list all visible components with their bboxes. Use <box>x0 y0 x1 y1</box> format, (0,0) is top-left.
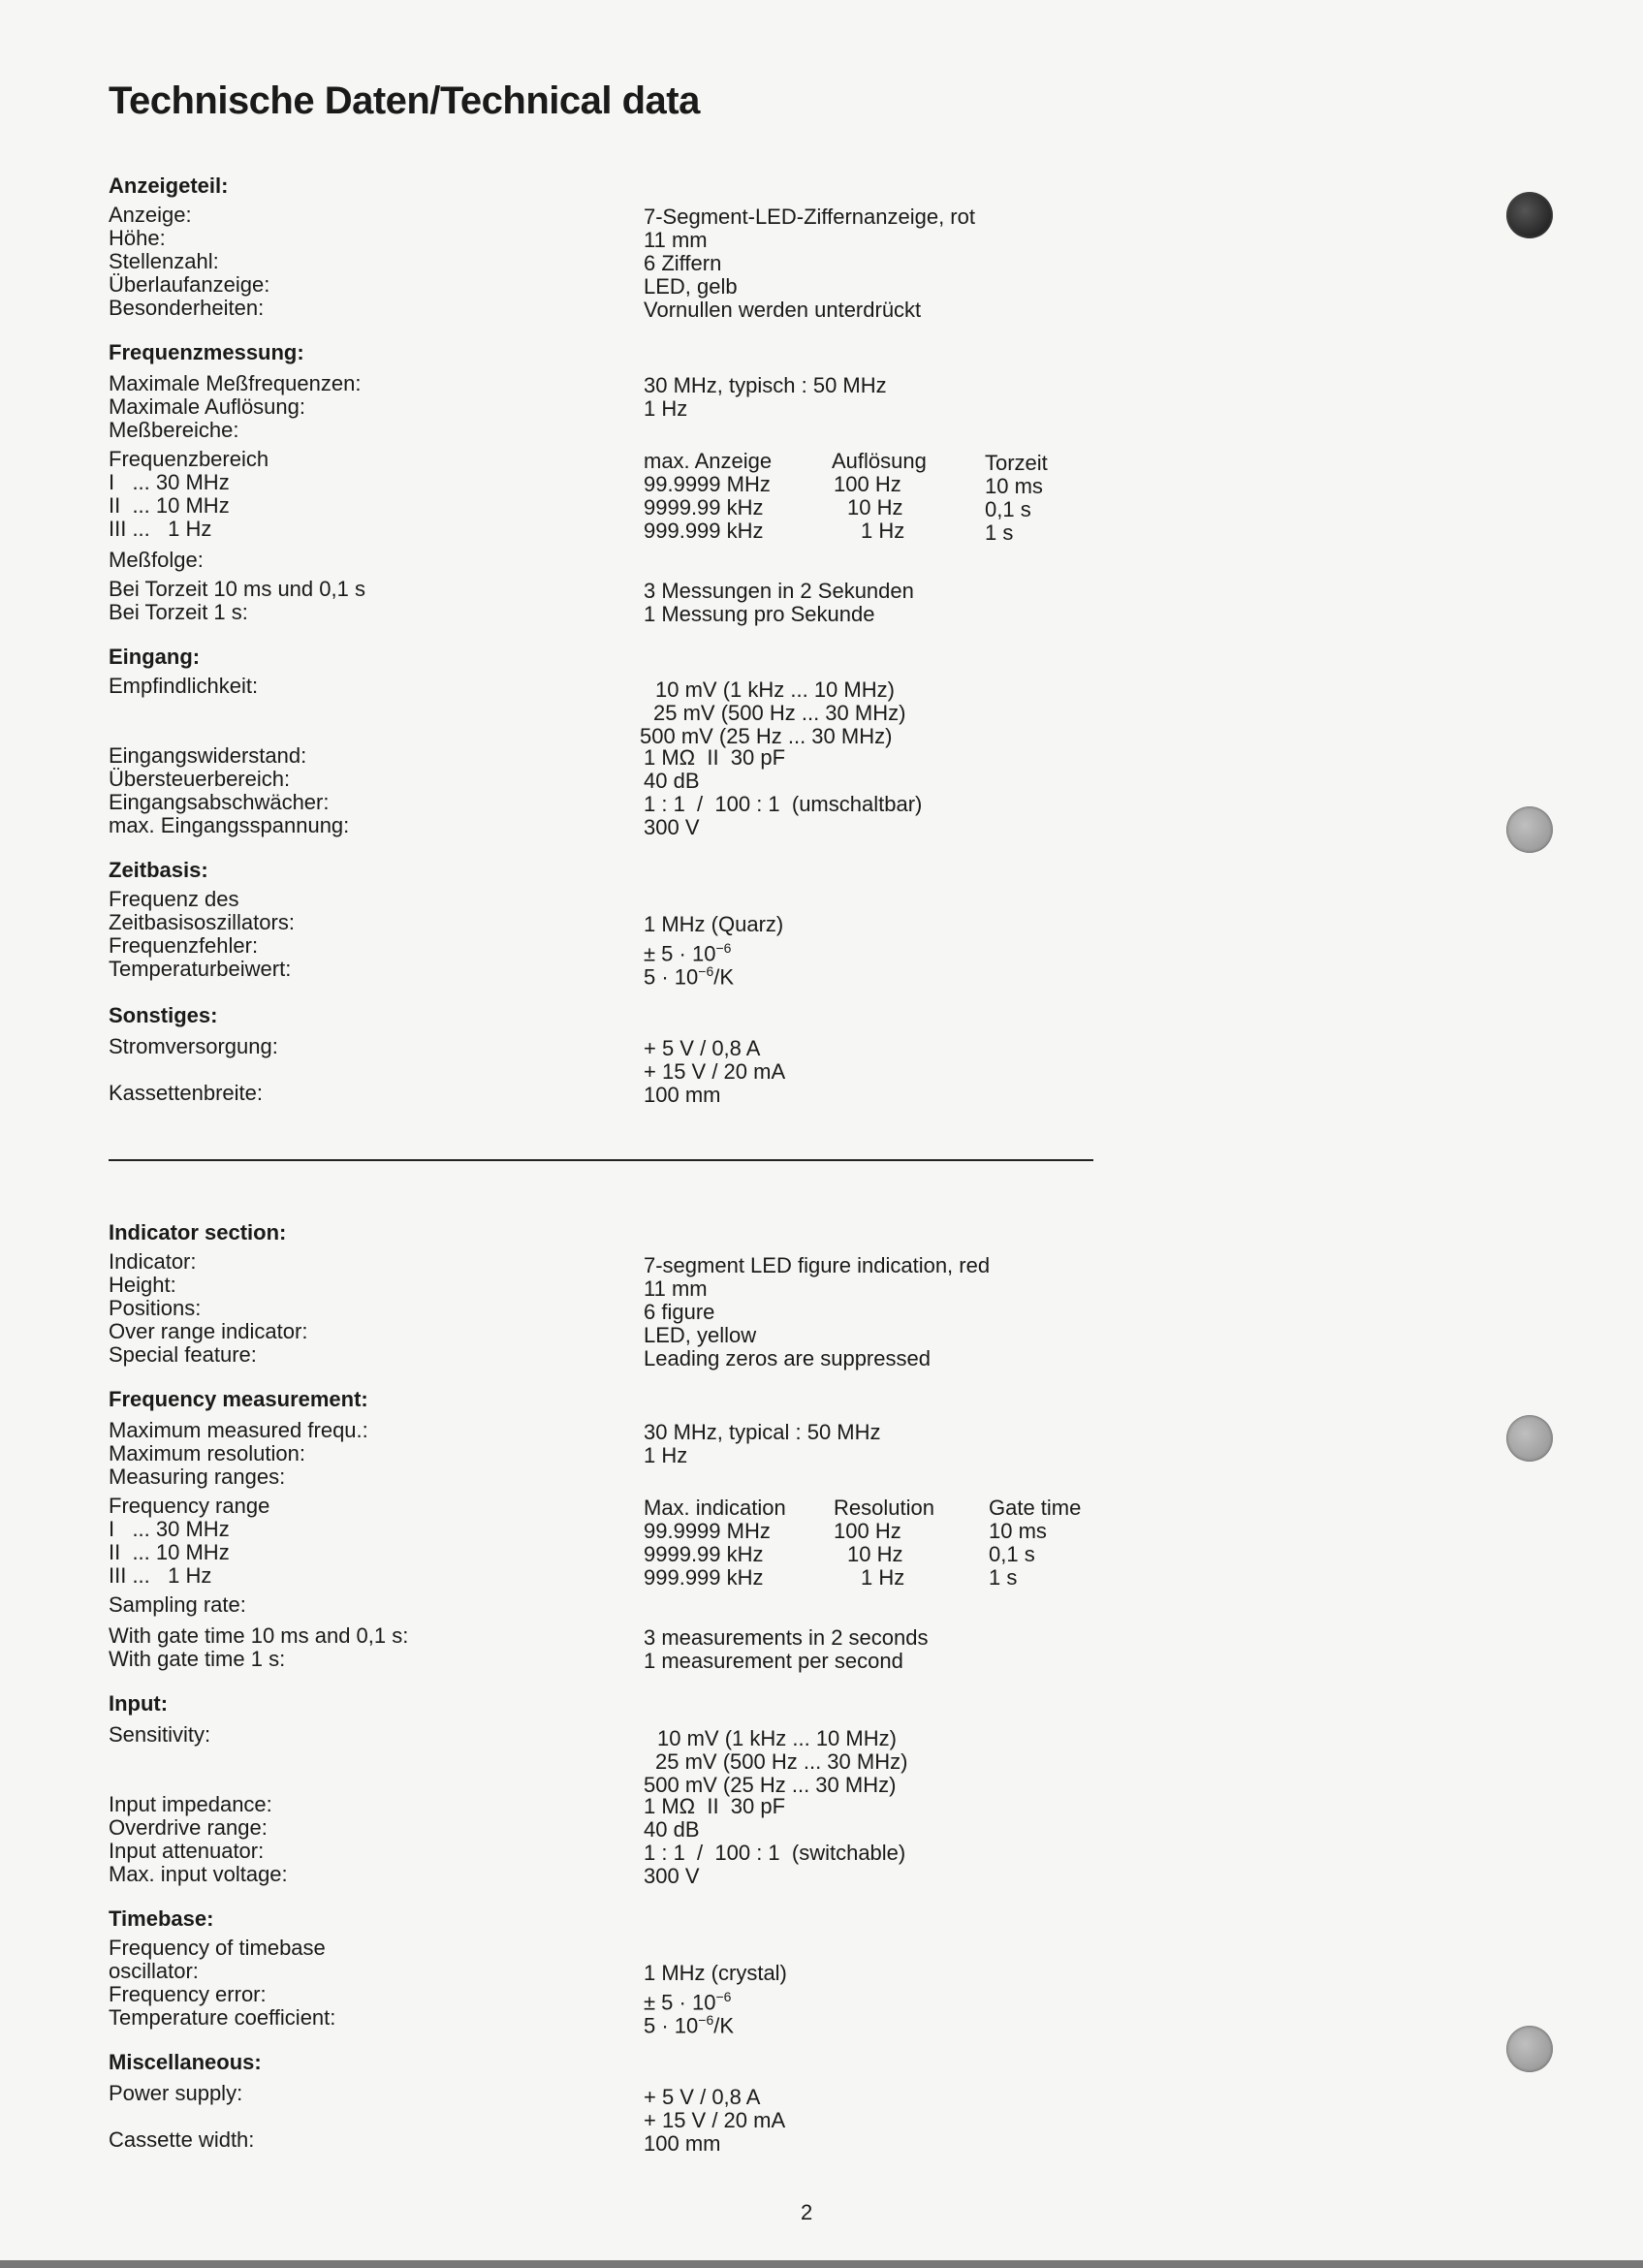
range-row-label: III ... 1 Hz <box>109 1563 212 1588</box>
spec-value: 1 : 1 / 100 : 1 (switchable) <box>644 1841 906 1865</box>
spec-label: Max. input voltage: <box>109 1862 288 1886</box>
range-table-label: Frequenzbereich <box>109 447 269 471</box>
punch-hole-icon <box>1506 806 1553 853</box>
spec-label: With gate time 10 ms and 0,1 s: <box>109 1623 409 1648</box>
section-heading: Miscellaneous: <box>109 2050 262 2074</box>
range-max: 9999.99 kHz <box>644 495 764 520</box>
spec-label: Empfindlichkeit: <box>109 674 259 698</box>
section-heading: Frequency measurement: <box>109 1387 368 1411</box>
spec-value: 1 MΩ II 30 pF <box>644 745 786 770</box>
exponent: −6 <box>715 1989 732 2004</box>
spec-label: Eingangsabschwächer: <box>109 790 330 814</box>
spec-label: Frequenz des <box>109 887 239 911</box>
spec-value: 7-Segment-LED-Ziffernanzeige, rot <box>644 205 975 229</box>
section-heading: Frequenzmessung: <box>109 340 304 364</box>
spec-value: + 5 V / 0,8 A <box>644 2085 761 2109</box>
range-gate: 0,1 s <box>985 497 1031 521</box>
punch-hole-icon <box>1506 1415 1553 1462</box>
spec-label: Überlaufanzeige: <box>109 272 270 297</box>
spec-value: 6 figure <box>644 1300 715 1324</box>
sensitivity-value: 10 mV (1 kHz ... 10 MHz) <box>655 677 895 702</box>
spec-label: Special feature: <box>109 1342 257 1367</box>
spec-label: Power supply: <box>109 2081 243 2105</box>
spec-value: 1 Hz <box>644 1443 688 1467</box>
spec-value: 40 dB <box>644 769 700 793</box>
spec-label: Frequenzfehler: <box>109 933 259 958</box>
spec-label: Maximum measured frequ.: <box>109 1418 368 1442</box>
range-row-label: II ... 10 MHz <box>109 493 230 518</box>
section-heading: Anzeigeteil: <box>109 173 229 198</box>
spec-label: Meßfolge: <box>109 548 204 572</box>
spec-label: Meßbereiche: <box>109 418 239 442</box>
spec-value: 1 Hz <box>644 396 688 421</box>
spec-value: 1 MHz (crystal) <box>644 1961 787 1985</box>
spec-value <box>644 960 734 989</box>
section-heading: Input: <box>109 1691 169 1716</box>
spec-value: 100 mm <box>644 2131 721 2156</box>
range-max: 99.9999 MHz <box>644 1519 771 1543</box>
spec-label: Indicator: <box>109 1249 197 1274</box>
page-title: Technische Daten/Technical data <box>109 79 700 122</box>
range-gate: 1 s <box>985 520 1014 545</box>
spec-label: Measuring ranges: <box>109 1465 286 1489</box>
punch-hole-icon <box>1506 2026 1553 2072</box>
spec-label: Overdrive range: <box>109 1815 268 1840</box>
spec-value: 30 MHz, typisch : 50 MHz <box>644 373 887 397</box>
spec-label: Maximale Meßfrequenzen: <box>109 371 362 395</box>
range-resolution: 1 Hz <box>861 519 905 543</box>
range-table-label: Frequency range <box>109 1494 270 1518</box>
spec-label: Besonderheiten: <box>109 296 265 320</box>
spec-label: Stromversorgung: <box>109 1034 278 1058</box>
sensitivity-value: 25 mV (500 Hz ... 30 MHz) <box>655 1749 908 1774</box>
section-heading: Zeitbasis: <box>109 858 208 882</box>
range-row-label: I ... 30 MHz <box>109 1517 230 1541</box>
spec-value-unit: /K <box>713 964 735 990</box>
spec-label: Maximum resolution: <box>109 1441 305 1465</box>
page-number: 2 <box>801 2200 813 2224</box>
spec-label: Stellenzahl: <box>109 249 219 273</box>
spec-label: Temperaturbeiwert: <box>109 957 292 981</box>
spec-value: 300 V <box>644 815 700 839</box>
range-col-header: max. Anzeige <box>644 449 773 473</box>
spec-label: Sensitivity: <box>109 1722 211 1747</box>
spec-value: 100 mm <box>644 1083 721 1107</box>
spec-label: With gate time 1 s: <box>109 1647 286 1671</box>
spec-label: Übersteuerbereich: <box>109 767 291 791</box>
range-gate: 0,1 s <box>989 1542 1035 1566</box>
spec-label: Cassette width: <box>109 2127 255 2152</box>
range-row-label: III ... 1 Hz <box>109 517 212 541</box>
spec-value: LED, gelb <box>644 274 738 299</box>
spec-value-base: ± 5 · 10 <box>644 941 716 966</box>
range-col-header: Gate time <box>989 1496 1082 1520</box>
spec-value: 7-segment LED figure indication, red <box>644 1253 991 1277</box>
spec-label: Höhe: <box>109 226 166 250</box>
spec-label: Maximale Auflösung: <box>109 394 305 419</box>
sensitivity-value: 25 mV (500 Hz ... 30 MHz) <box>653 701 906 725</box>
spec-value: 1 MHz (Quarz) <box>644 912 784 936</box>
exponent: −6 <box>698 963 714 979</box>
spec-value: 300 V <box>644 1864 700 1888</box>
spec-value: 3 measurements in 2 seconds <box>644 1625 929 1650</box>
section-divider <box>109 1159 1093 1161</box>
section-heading: Sonstiges: <box>109 1003 218 1027</box>
spec-label: Zeitbasisoszillators: <box>109 910 295 934</box>
spec-value: + 15 V / 20 mA <box>644 2108 786 2132</box>
spec-label: max. Eingangsspannung: <box>109 813 350 837</box>
spec-value: 3 Messungen in 2 Sekunden <box>644 579 914 603</box>
spec-value: 6 Ziffern <box>644 251 722 275</box>
range-resolution: 100 Hz <box>834 1519 901 1543</box>
spec-value: 11 mm <box>644 1276 708 1301</box>
sensitivity-value: 10 mV (1 kHz ... 10 MHz) <box>657 1726 897 1750</box>
spec-label: Input attenuator: <box>109 1839 265 1863</box>
spec-label: Eingangswiderstand: <box>109 743 307 768</box>
spec-label: Temperature coefficient: <box>109 2005 336 2030</box>
range-max: 999.999 kHz <box>644 1565 764 1590</box>
range-resolution: 1 Hz <box>861 1565 905 1590</box>
range-gate: 1 s <box>989 1565 1018 1590</box>
range-row-label: II ... 10 MHz <box>109 1540 230 1564</box>
section-heading: Timebase: <box>109 1906 214 1931</box>
range-resolution: 100 Hz <box>834 472 901 496</box>
spec-label: Height: <box>109 1273 176 1297</box>
spec-value-base: 5 · 10 <box>644 2013 699 2038</box>
range-max: 99.9999 MHz <box>644 472 771 496</box>
spec-value: 11 mm <box>644 228 708 252</box>
range-col-header: Resolution <box>834 1496 934 1520</box>
spec-value: Leading zeros are suppressed <box>644 1346 931 1370</box>
range-col-header: Max. indication <box>644 1496 786 1520</box>
spec-value: LED, yellow <box>644 1323 757 1347</box>
range-gate: 10 ms <box>989 1519 1047 1543</box>
spec-label: Positions: <box>109 1296 202 1320</box>
spec-value: Vornullen werden unterdrückt <box>644 298 922 322</box>
range-gate: 10 ms <box>985 474 1043 498</box>
range-col-header: Torzeit <box>985 451 1048 475</box>
range-max: 9999.99 kHz <box>644 1542 764 1566</box>
range-col-header: Auflösung <box>832 449 927 473</box>
spec-value: + 15 V / 20 mA <box>644 1059 786 1084</box>
section-heading: Indicator section: <box>109 1220 287 1244</box>
spec-label: Frequency of timebase <box>109 1936 326 1960</box>
spec-label: Bei Torzeit 1 s: <box>109 600 248 624</box>
spec-value-unit: /K <box>713 2013 735 2038</box>
range-row-label: I ... 30 MHz <box>109 470 230 494</box>
spec-value: 40 dB <box>644 1817 700 1842</box>
section-heading: Eingang: <box>109 645 201 669</box>
spec-label: Anzeige: <box>109 203 192 227</box>
spec-label: Over range indicator: <box>109 1319 308 1343</box>
spec-value: 1 : 1 / 100 : 1 (umschaltbar) <box>644 792 923 816</box>
spec-value: 1 measurement per second <box>644 1649 903 1673</box>
spec-value: 1 Messung pro Sekunde <box>644 602 875 626</box>
range-resolution: 10 Hz <box>847 1542 903 1566</box>
spec-value: + 5 V / 0,8 A <box>644 1036 761 1060</box>
spec-label: oscillator: <box>109 1959 199 1983</box>
sensitivity-value: 500 mV (25 Hz ... 30 MHz) <box>640 724 893 748</box>
spec-value: 1 MΩ II 30 pF <box>644 1794 786 1818</box>
exponent: −6 <box>715 940 732 956</box>
range-resolution: 10 Hz <box>847 495 903 520</box>
spec-value-base: ± 5 · 10 <box>644 1990 716 2015</box>
spec-label: Input impedance: <box>109 1792 272 1816</box>
spec-value: 30 MHz, typical : 50 MHz <box>644 1420 881 1444</box>
scan-edge <box>0 2260 1643 2268</box>
spec-label: Kassettenbreite: <box>109 1081 263 1105</box>
range-max: 999.999 kHz <box>644 519 764 543</box>
spec-value <box>644 2008 734 2037</box>
sensitivity-value: 500 mV (25 Hz ... 30 MHz) <box>644 1773 897 1797</box>
spec-label: Sampling rate: <box>109 1592 246 1617</box>
spec-value-base: 5 · 10 <box>644 964 699 990</box>
punch-hole-icon <box>1506 192 1553 238</box>
exponent: −6 <box>698 2012 714 2028</box>
spec-label: Frequency error: <box>109 1982 267 2006</box>
spec-label: Bei Torzeit 10 ms und 0,1 s <box>109 577 365 601</box>
